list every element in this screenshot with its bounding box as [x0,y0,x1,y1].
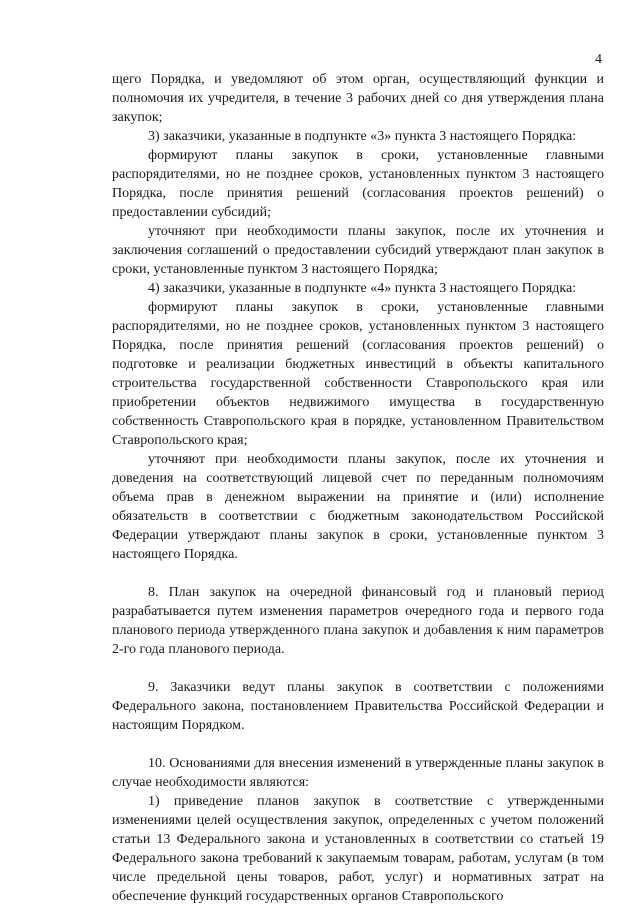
paragraph-section-10: 10. Основаниями для внесения изменений в утвержденные планы закупок в случае необходимости являются: [112,756,604,790]
paragraph-item-4: 4) заказчики, указанные в подпункте «4» пункта 3 настоящего Порядка: [148,281,577,296]
paragraph-section-8: 8. План закупок на очередной финансовый год и плановый период разрабатывается путем изменения параметров очередного года и первого года планового периода утвержденного плана закупок и добавления к ним параметров 2-го года планового периода. [112,585,604,657]
paragraph-item-4-refine: уточняют при необходимости планы закупок, после их уточнения и доведения на соответствующий лицевой счет по переданным полномочиям объема прав в денежном выражении на принятие и (или) исполнение обязательств в соответствии с бюджетным законодательством Российской Федерации утверждают планы закупок в сроки, установленные пунктом 3 настоящего Порядка. [112,452,604,562]
paragraph-item-3: 3) заказчики, указанные в подпункте «3» пункта 3 настоящего Порядка: [148,129,577,144]
body-text [112,70,604,906]
paragraph-section-10-item-1: 1) приведение планов закупок в соответствие с утвержденными изменениями целей осуществления закупок, определенных с учетом положений статьи 13 Федерального закона и установленных в соответствии со статьей 19 Федерального закона требований к закупаемым товарам, работам, услугам (в том числе предельной цены товаров, работ, услуг) и нормативных затрат на обеспечение функций государственных органов Ставропольского [112,794,604,904]
paragraph-item-4-form: формируют планы закупок в сроки, установленные главными распорядителями, но не позднее сроков, установленных пунктом 3 настоящего Порядка, после принятия решений (согласования проектов решений) о подготовке и реализации бюджетных инвестиций в объекты капитального строительства государственной собственности Ставропольского края или приобретении объектов недвижимого имущества в государственную собственность Ставропольского края в порядке, установленном Правительством Ставропольского края; [112,300,604,448]
paragraph-section-9: 9. Заказчики ведут планы закупок в соответствии с положениями Федерального закона, постановлением Правительства Российской Федерации и настоящим Порядком. [112,680,604,733]
paragraph-item-3-form: формируют планы закупок в сроки, установленные главными распорядителями, но не позднее сроков, установленных пунктом 3 настоящего Порядка, после принятия решений (согласования проектов решений) о предоставлении субсидий; [112,148,604,220]
paragraph-item-3-refine: уточняют при необходимости планы закупок, после их уточнения и заключения соглашений о предоставлении субсидий утверждают план закупок в сроки, установленные пунктом 3 настоящего Порядка; [112,224,604,277]
paragraph-continuation: щего Порядка, и уведомляют об этом орган, осуществляющий функции и полномочия их учредителя, в течение 3 рабочих дней со дня утверждения плана закупок; [112,72,604,125]
page-number: 4 [595,52,602,67]
